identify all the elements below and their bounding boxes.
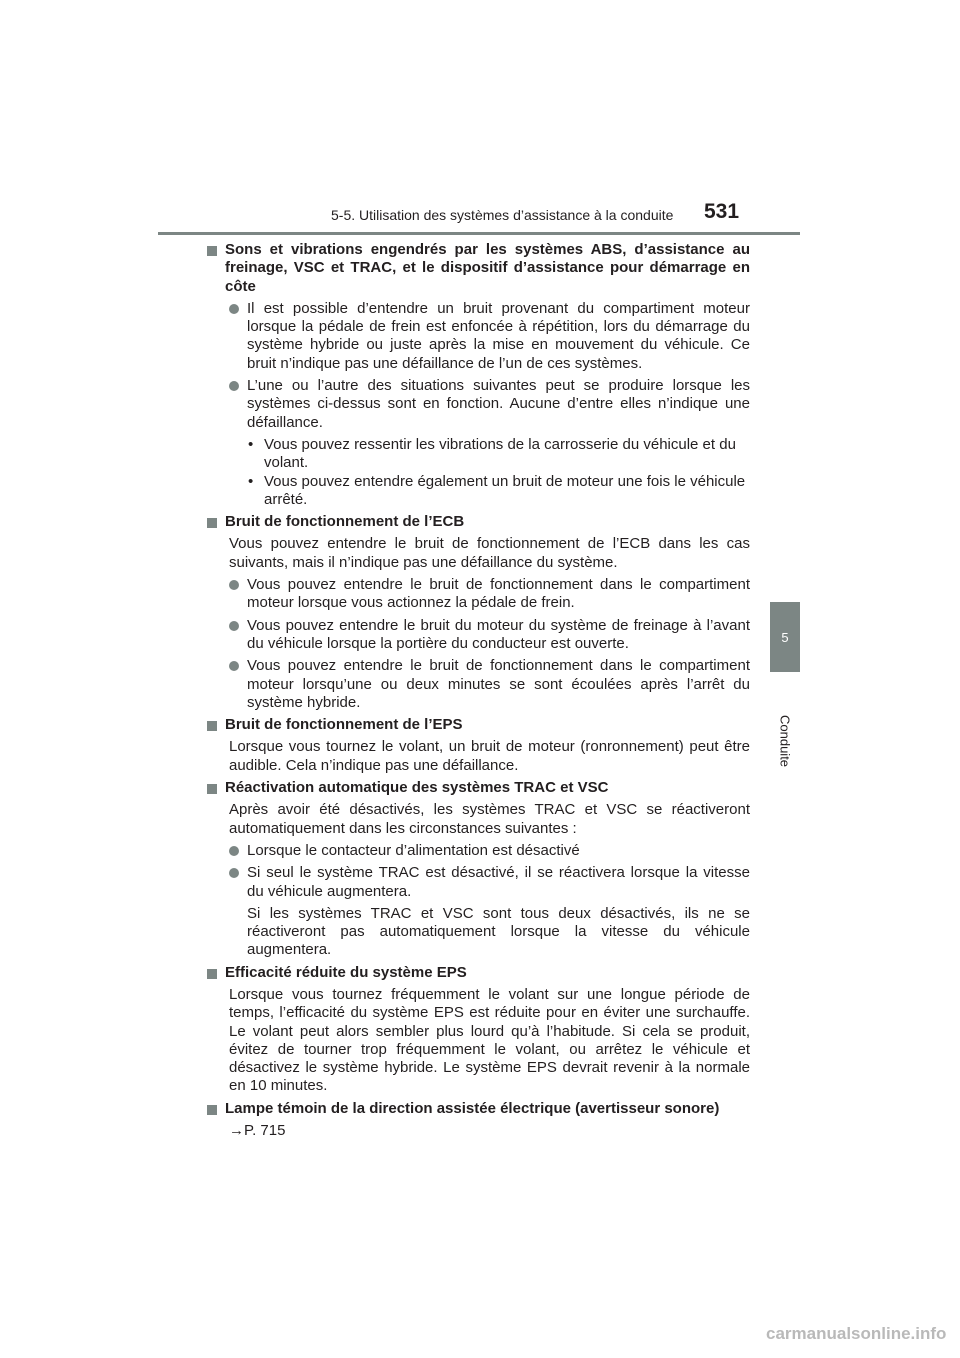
- square-bullet-icon: [207, 969, 217, 979]
- dash-list: [247, 436, 750, 509]
- bullet-item: [225, 864, 750, 901]
- dash-item-text: Vous pouvez ressentir les vibrations de la carrosserie du véhicule et du volant.: [264, 435, 736, 472]
- page-number: 531: [704, 200, 740, 223]
- bullet-text: L’une ou l’autre des situations suivantes peut se produire lorsque les systèmes ci-dessus sont en fonction. Aucune d’entre elles n’indique une défaillance.: [247, 377, 750, 431]
- bullet-text: Lorsque le contacteur d’alimentation est désactivé: [247, 841, 580, 859]
- round-bullet-icon: [229, 580, 239, 590]
- section-heading: [203, 779, 750, 797]
- dash-item-text: Vous pouvez entendre également un bruit de moteur une fois le véhicule arrêté.: [264, 472, 746, 508]
- chapter-label: Conduite: [777, 715, 793, 768]
- dash-item: [247, 473, 750, 510]
- section-heading: [203, 1100, 750, 1118]
- page-content: [207, 241, 750, 1140]
- round-bullet-icon: [229, 381, 239, 391]
- bullet-text: Vous pouvez entendre le bruit de fonctionnement dans le compartiment moteur lorsqu’une ou deux minutes se sont écoulées après l’arrêt du système hybride.: [247, 657, 750, 711]
- round-bullet-icon: [229, 661, 239, 671]
- round-bullet-icon: [229, 846, 239, 856]
- section-heading-text: Bruit de fonctionnement de l’ECB: [225, 513, 465, 531]
- section-heading-text: Bruit de fonctionnement de l’EPS: [225, 716, 463, 734]
- bullet-item: [225, 377, 750, 432]
- header-rule: [158, 232, 800, 235]
- bullet-text: Vous pouvez entendre le bruit de fonctionnement dans le compartiment moteur lorsque vous actionnez la pédale de frein.: [247, 576, 750, 612]
- section-heading: [203, 241, 750, 296]
- section-heading: [203, 964, 750, 982]
- section-intro: Lorsque vous tournez le volant, un bruit de moteur (ronronnement) peut être audible. Cela n’indique pas une défaillance.: [229, 738, 750, 774]
- section-heading-text: Efficacité réduite du système EPS: [225, 963, 467, 981]
- dot-marker-icon: •: [248, 472, 254, 490]
- square-bullet-icon: [207, 246, 217, 256]
- square-bullet-icon: [207, 518, 217, 528]
- bullet-item: [225, 576, 750, 613]
- square-bullet-icon: [207, 784, 217, 794]
- watermark: carmanualsonline.info: [766, 1324, 947, 1343]
- section-heading-text: Lampe témoin de la direction assistée électrique (avertisseur sonore): [225, 1099, 720, 1117]
- bullet-item: [225, 657, 750, 712]
- bullet-note: Si les systèmes TRAC et VSC sont tous deux désactivés, ils ne se réactiveront pas automatiquement lorsque la vitesse du véhicule augmentera.: [247, 904, 750, 959]
- header-title: 5-5. Utilisation des systèmes d’assistance à la conduite: [331, 207, 674, 223]
- section-intro: Lorsque vous tournez fréquemment le volant sur une longue période de temps, l’efficacité du système EPS est réduite pour en éviter une surchauffe. Le volant peut alors sembler plus lourd qu’à l’habitude. Si cela se produit, évitez de tourner trop fréquemment le volant, ou arrêtez le véhicule et désactivez le système hybride. Le système EPS devrait revenir à la normale en 10 minutes.: [229, 985, 750, 1095]
- bullet-text: Vous pouvez entendre le bruit du moteur du système de freinage à l’avant du véhicule lorsque la portière du conducteur est ouverte.: [247, 616, 750, 652]
- round-bullet-icon: [229, 868, 239, 878]
- square-bullet-icon: [207, 1105, 217, 1115]
- bullet-text: Il est possible d’entendre un bruit provenant du compartiment moteur lorsque la pédale de frein est enfoncée à répétition, lors du démarrage du système hybride ou juste après la mise en mouvement du véhicule. Ce bruit n’indique pas une défaillance de l’un de ces systèmes.: [247, 299, 750, 372]
- round-bullet-icon: [229, 621, 239, 631]
- bullet-text: Si seul le système TRAC est désactivé, il se réactivera lorsque la vitesse du véhicule augmentera.: [247, 864, 750, 900]
- bullet-item: [225, 300, 750, 373]
- chapter-number: 5: [781, 629, 789, 645]
- section-intro: Après avoir été désactivés, les systèmes TRAC et VSC se réactiveront automatiquement dans les circonstances suivantes :: [229, 801, 750, 837]
- chapter-tab[interactable]: [770, 602, 800, 672]
- section-intro: Vous pouvez entendre le bruit de fonctionnement de l’ECB dans les cas suivants, mais il n’indique pas une défaillance du système.: [229, 535, 750, 571]
- section-heading-text: Réactivation automatique des systèmes TRAC et VSC: [225, 779, 609, 797]
- round-bullet-icon: [229, 304, 239, 314]
- bullet-item: [225, 617, 750, 654]
- dot-marker-icon: •: [248, 435, 254, 453]
- section-heading: [203, 716, 750, 734]
- bullet-item: [225, 842, 750, 860]
- dash-item: [247, 436, 750, 473]
- section-heading-text: Sons et vibrations engendrés par les systèmes ABS, d’assistance au freinage, VSC et TRAC, et le dispositif d’assistance pour démarrage en côte: [225, 241, 750, 295]
- section-heading: [203, 513, 750, 531]
- square-bullet-icon: [207, 721, 217, 731]
- page-reference-link[interactable]: →P. 715: [229, 1122, 286, 1140]
